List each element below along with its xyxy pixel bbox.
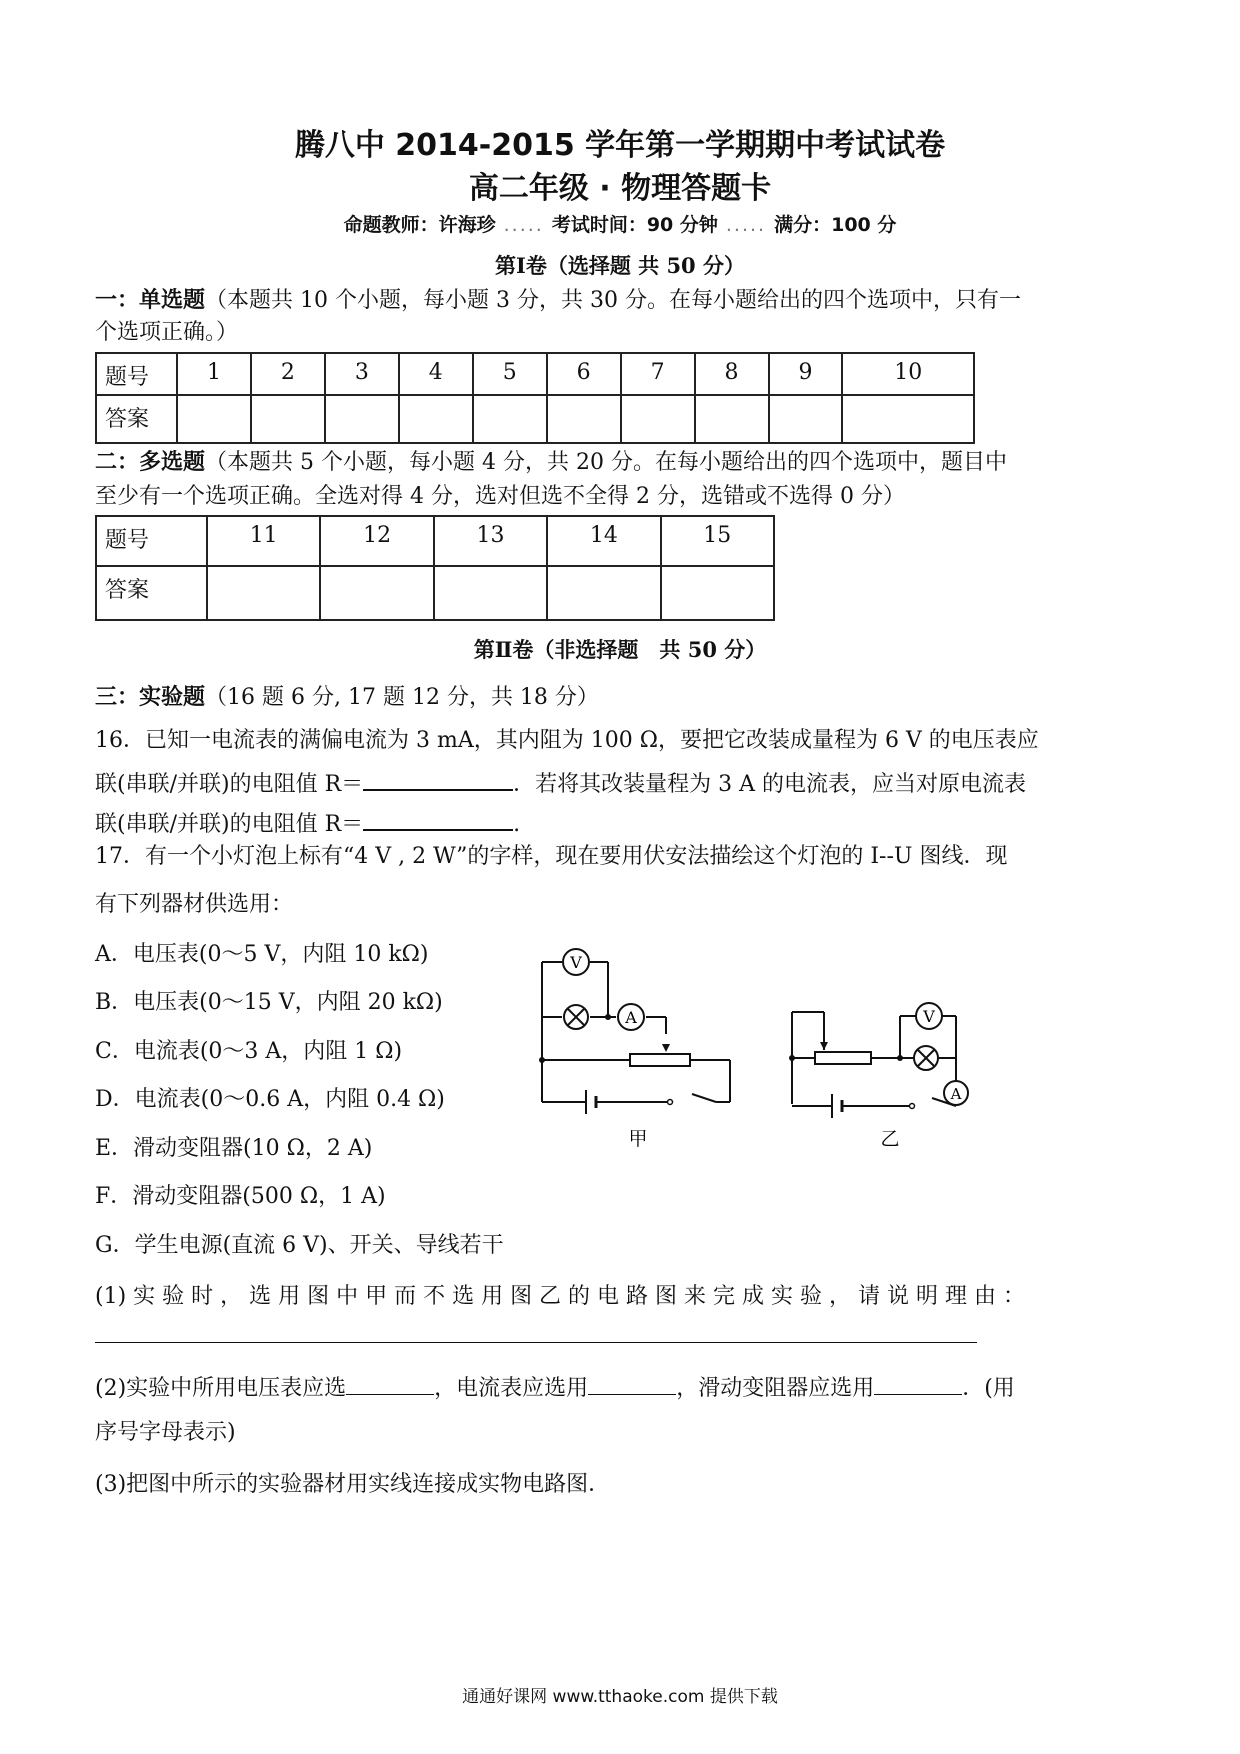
q17-option-d: D．电流表(0～0.6 A，内阻 0.4 Ω) [95,1087,445,1112]
multi-choice-desc-2: 至少有一个选项正确。全选对得 4 分，选对但选不全得 2 分，选错或不选得 0 分） [95,484,905,509]
single-choice-desc-1 [95,286,1145,316]
multi-choice-number-cell: 15 [661,516,774,566]
q16-blank-2[interactable] [363,805,513,831]
single-choice-answer-cell[interactable] [325,395,399,443]
circuit-yi-components [789,1003,968,1150]
part2-heading: 第Ⅱ卷（非选择题 共 50 分） [473,637,767,662]
single-choice-answer-cell[interactable] [177,395,251,443]
q17-line-1: 17．有一个小灯泡上标有“4 V , 2 W”的字样，现在要用伏安法描绘这个灯泡的 I--U 图线．现 [95,844,1008,869]
multi-choice-label: 二：多选题 [95,450,206,475]
multi-choice-number-cell: 12 [320,516,433,566]
single-choice-desc-2: 个选项正确。） [95,320,239,345]
circuit-label-yi: 乙 [880,1128,900,1150]
q16-line3-suffix: . [513,812,521,837]
multi-choice-answer-cell[interactable] [661,566,774,620]
q16-line-2 [95,765,1145,800]
multi-choice-desc-1 [95,448,1145,478]
q16-blank-1[interactable] [363,765,513,791]
single-choice-number-cell: 8 [695,353,769,395]
single-choice-label: 一：单选题 [95,288,206,313]
single-choice-number-cell: 6 [547,353,621,395]
q16-line-3 [95,805,1145,840]
q17-sub2-text-a: (2)实验中所用电压表应选 [95,1376,347,1401]
meta-dots: ..... [503,214,544,236]
single-choice-answer-cell[interactable] [251,395,325,443]
row-header-number: 题号 [96,516,207,566]
single-choice-number-cell: 3 [325,353,399,395]
q17-option-c: C．电流表(0～3 A，内阻 1 Ω) [95,1039,403,1064]
multi-choice-answer-cell[interactable] [434,566,547,620]
experiment-desc: （16 题 6 分, 17 题 12 分，共 18 分） [205,685,599,710]
voltmeter-symbol: V [923,1007,935,1026]
q17-sub2-cont: 序号字母表示) [95,1420,236,1445]
circuit-jia [542,962,730,1102]
q16-line3-prefix: 联(串联/并联)的电阻值 R＝ [95,812,364,837]
multi-choice-answer-table [95,515,775,621]
q17-option-b: B．电压表(0～15 V，内阻 20 kΩ) [95,990,443,1015]
q16-line2-suffix: ．若将其改装量程为 3 A 的电流表，应当对原电流表 [513,772,1027,797]
part1-heading: 第Ⅰ卷（选择题 共 50 分） [495,253,745,278]
multi-choice-desc-text: （本题共 5 个小题，每小题 4 分，共 20 分。在每小题给出的四个选项中，题目中 [205,450,1007,475]
q17-sub1-answer-line[interactable] [95,1342,977,1343]
q17-option-g: G．学生电源(直流 6 V)、开关、导线若干 [95,1233,504,1258]
single-choice-number-cell: 7 [621,353,695,395]
q17-option-a: A．电压表(0～5 V，内阻 10 kΩ) [95,942,429,967]
multi-choice-number-cell: 14 [547,516,660,566]
circuit-label-jia: 甲 [628,1128,648,1150]
slider-arrow-icon [820,1042,828,1050]
voltmeter-choice-blank[interactable] [346,1372,434,1395]
single-choice-desc-text: （本题共 10 个小题，每小题 3 分，共 30 分。在每小题给出的四个选项中，只有一 [205,288,1021,313]
q17-sub2-text-c: ，滑动变阻器应选用 [676,1376,875,1401]
time-text: 考试时间：90 分钟 [551,214,718,236]
multi-choice-number-cell: 13 [434,516,547,566]
q17-sub3: (3)把图中所示的实验器材用实线连接成实物电路图． [95,1472,611,1497]
experiment-heading [95,683,1145,713]
rheostat-choice-blank[interactable] [874,1372,962,1395]
q17-line-2: 有下列器材供选用： [95,892,294,917]
q17-sub2 [95,1372,1145,1404]
exam-meta [0,210,1240,237]
ammeter-symbol: A [625,1008,637,1027]
q16-line2-prefix: 联(串联/并联)的电阻值 R＝ [95,772,364,797]
multi-choice-answer-cell[interactable] [547,566,660,620]
q17-sub2-text-b: ，电流表应选用 [434,1376,589,1401]
q17-sub2-text-d: ．(用 [962,1376,1015,1401]
q17-option-f: F．滑动变阻器(500 Ω，1 A) [95,1184,386,1209]
teacher-text: 命题教师：许海珍 [343,214,496,236]
single-choice-answer-cell[interactable] [621,395,695,443]
single-choice-number-cell: 2 [251,353,325,395]
multi-choice-number-row [96,516,774,566]
row-header-number: 题号 [96,353,177,395]
meta-dots-2: ..... [725,214,767,236]
single-choice-answer-cell[interactable] [769,395,843,443]
single-choice-number-cell: 5 [473,353,547,395]
footer-credit: 通通好课网 www.tthaoke.com 提供下载 [462,1687,778,1707]
single-choice-answer-cell[interactable] [695,395,769,443]
single-choice-answer-row [96,395,974,443]
ammeter-symbol: A [950,1085,962,1103]
q17-option-e: E．滑动变阻器(10 Ω，2 A) [95,1136,373,1161]
circuit-diagrams [520,940,1000,1160]
single-choice-answer-table [95,352,975,444]
single-choice-answer-cell[interactable] [842,395,974,443]
single-choice-number-cell: 9 [769,353,843,395]
exam-title: 腾八中 2014-2015 学年第一学期期中考试试卷 [294,128,946,163]
slider-arrow-icon [662,1044,670,1052]
single-choice-number-cell: 4 [399,353,473,395]
multi-choice-answer-cell[interactable] [320,566,433,620]
exam-subtitle: 高二年级 · 物理答题卡 [468,171,772,206]
row-header-answer: 答案 [96,395,177,443]
experiment-label: 三：实验题 [95,685,206,710]
multi-choice-answer-cell[interactable] [207,566,320,620]
voltmeter-symbol: V [570,953,582,972]
single-choice-answer-cell[interactable] [399,395,473,443]
q16-line-1: 16．已知一电流表的满偏电流为 3 mA，其内阻为 100 Ω，要把它改装成量程为 6 V 的电压表应 [95,728,1039,753]
single-choice-answer-cell[interactable] [473,395,547,443]
switch-icon [910,1104,915,1109]
multi-choice-number-cell: 11 [207,516,320,566]
row-header-answer: 答案 [96,566,207,620]
single-choice-answer-cell[interactable] [547,395,621,443]
ammeter-choice-blank[interactable] [588,1372,676,1395]
single-choice-number-cell: 1 [177,353,251,395]
circuit-jia-components [539,949,673,1150]
full-score-text: 满分：100 分 [774,214,897,236]
multi-choice-answer-row [96,566,774,620]
single-choice-number-cell: 10 [842,353,974,395]
single-choice-number-row [96,353,974,395]
q17-sub1: (1) 实 验 时 ， 选 用 图 中 甲 而 不 选 用 图 乙 的 电 路 图 来 完 成 实 验 ， 请 说 明 理 由 ： [95,1284,1025,1309]
switch-icon [668,1100,673,1105]
